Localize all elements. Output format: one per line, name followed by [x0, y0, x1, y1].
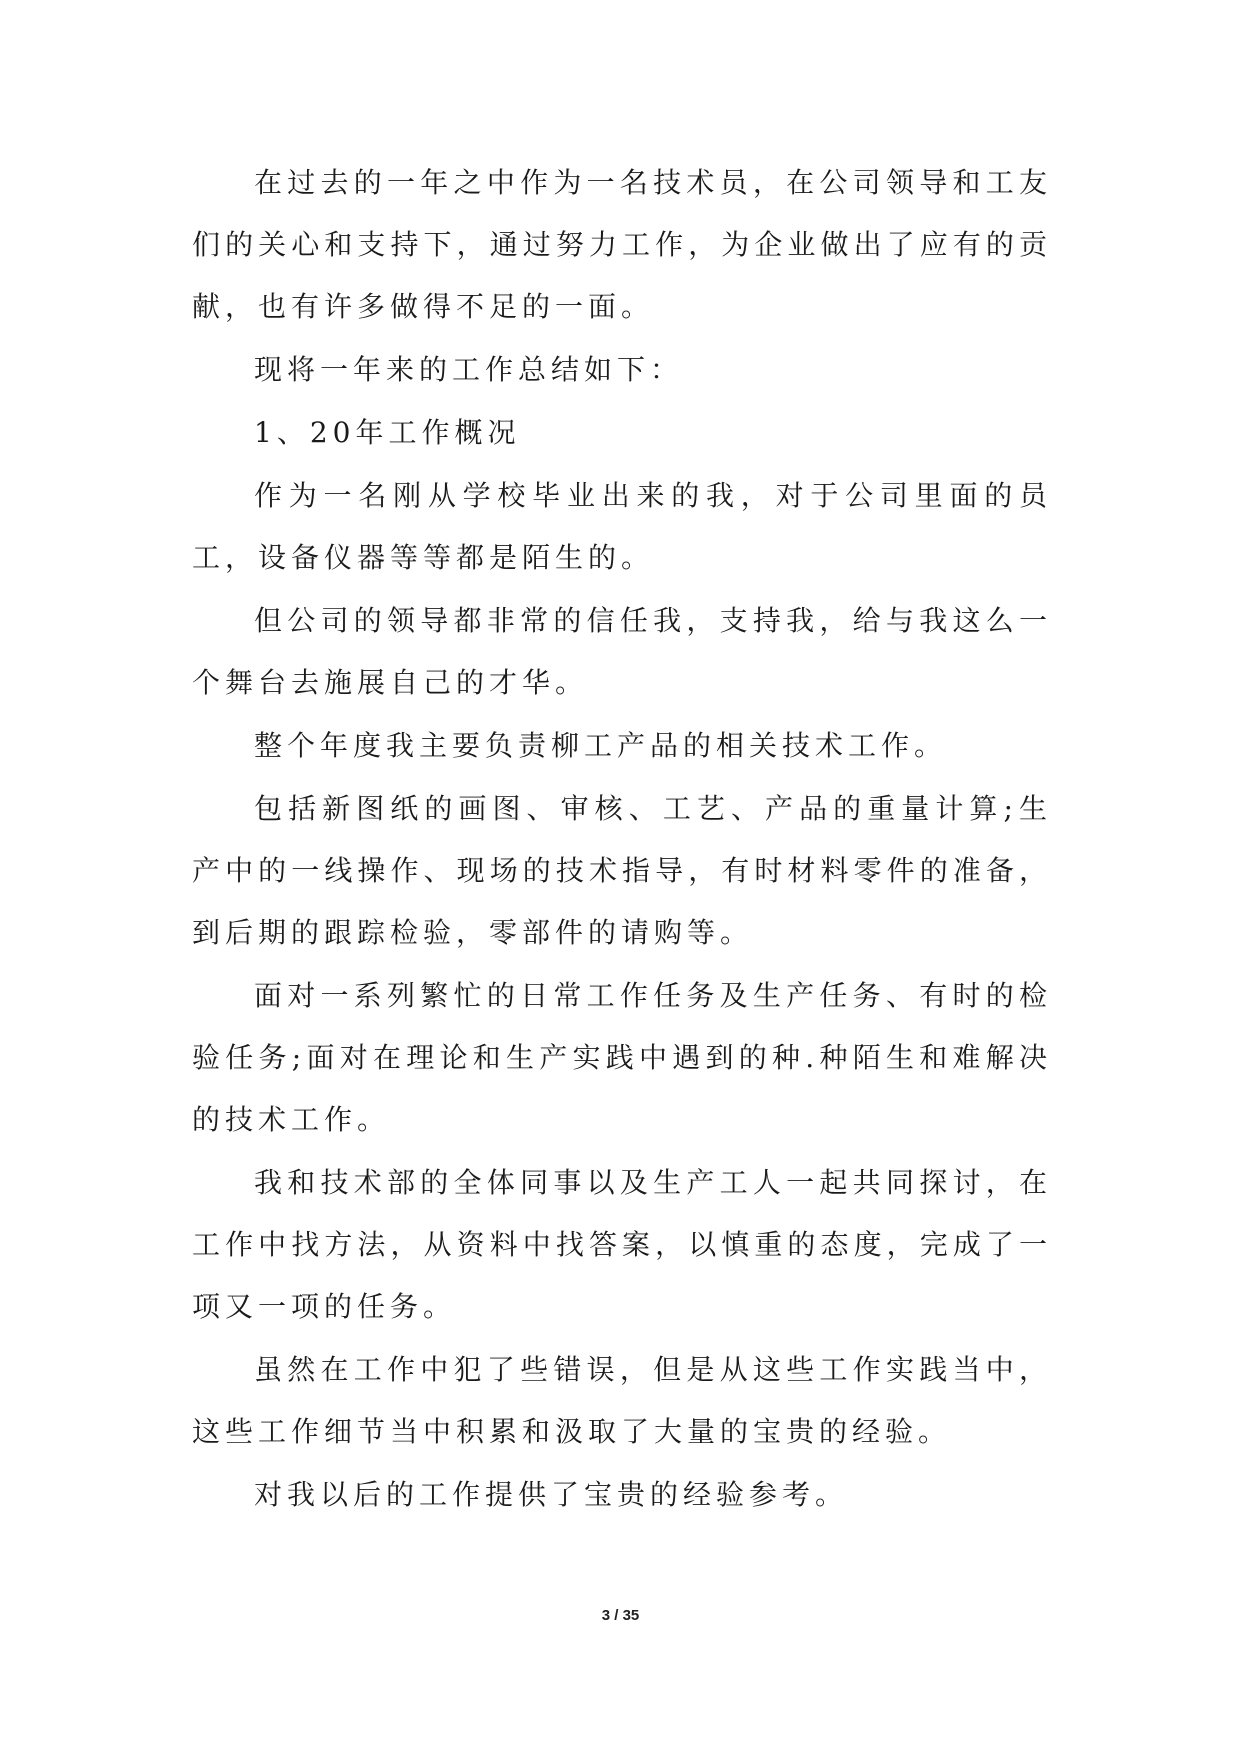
paragraph: 但公司的领导都非常的信任我，支持我，给与我这么一个舞台去施展自己的才华。 [192, 604, 1052, 699]
paragraph: 虽然在工作中犯了些错误，但是从这些工作实践当中，这些工作细节当中积累和汲取了大量的宝贵的经验。 [192, 1353, 1052, 1448]
paragraph: 在过去的一年之中作为一名技术员，在公司领导和工友们的关心和支持下，通过努力工作，为企业做出了应有的贡献，也有许多做得不足的一面。 [192, 166, 1052, 323]
paragraph: 整个年度我主要负责柳工产品的相关技术工作。 [254, 729, 948, 762]
paragraph: 面对一系列繁忙的日常工作任务及生产任务、有时的检验任务;面对在理论和生产实践中遇到的种.种陌生和难解决的技术工作。 [192, 979, 1052, 1136]
paragraph: 对我以后的工作提供了宝贵的经验参考。 [254, 1478, 849, 1511]
section-heading: 1、20年工作概况 [254, 416, 521, 449]
page-number: 3 / 35 [601, 1607, 640, 1624]
paragraph: 作为一名刚从学校毕业出来的我，对于公司里面的员工，设备仪器等等都是陌生的。 [192, 479, 1052, 574]
paragraph: 我和技术部的全体同事以及生产工人一起共同探讨，在工作中找方法，从资料中找答案，以慎重的态度，完成了一项又一项的任务。 [192, 1166, 1052, 1323]
document-body [192, 152, 1052, 1527]
paragraph: 现将一年来的工作总结如下： [254, 353, 684, 386]
paragraph: 包括新图纸的画图、审核、工艺、产品的重量计算;生产中的一线操作、现场的技术指导，有时材料零件的准备，到后期的跟踪检验，零部件的请购等。 [192, 792, 1052, 949]
